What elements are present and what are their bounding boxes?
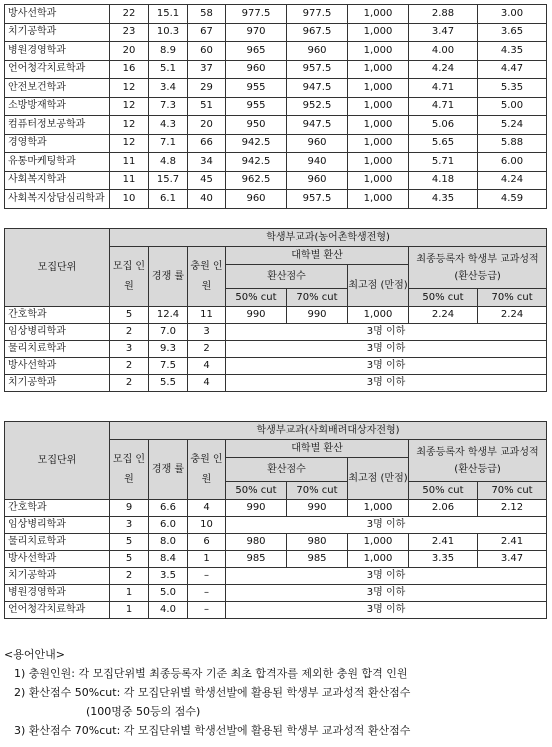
g70-cell: 2.24 [478, 307, 547, 324]
table-row [5, 602, 547, 619]
unit-cell: 언어청각치료학과 [5, 602, 110, 619]
header-extra: 충원 인원 [188, 440, 226, 500]
unit-cell: 방사선학과 [5, 5, 110, 24]
table-row [5, 341, 547, 358]
g70-cell: 2.12 [478, 500, 547, 517]
note-item: 3) 환산점수 70%cut: 각 모집단위별 학생선발에 활용된 학생부 교과성적 환산점수 [14, 724, 411, 737]
header-conv-score: 환산점수 [226, 458, 348, 482]
cut50-cell: 960 [226, 60, 287, 79]
cut70-cell: 960 [287, 134, 348, 153]
admission-table-continued [4, 4, 547, 209]
table3-body [5, 500, 547, 619]
cut50-cell: 950 [226, 116, 287, 135]
header-quota: 모집 인원 [110, 247, 149, 307]
table-row [5, 324, 547, 341]
extra-cell: 45 [188, 171, 226, 190]
grade70-cell: 4.35 [478, 42, 547, 61]
note-cell: 3명 이하 [226, 585, 547, 602]
note-cell: 3명 이하 [226, 517, 547, 534]
quota-cell: 2 [110, 324, 149, 341]
cut70-cell: 957.5 [287, 190, 348, 209]
unit-cell: 경영학과 [5, 134, 110, 153]
g50-cell: 2.41 [409, 534, 478, 551]
rate-cell: 12.4 [149, 307, 188, 324]
header-rate: 경쟁 률 [149, 440, 188, 500]
cut50-cell: 962.5 [226, 171, 287, 190]
cut50-cell: 955 [226, 79, 287, 98]
cut50-cell: 942.5 [226, 134, 287, 153]
table2-title: 학생부교과(농어촌학생전형) [110, 229, 547, 247]
cut70-cell: 940 [287, 153, 348, 172]
header-grade70: 70% cut [478, 482, 547, 500]
rural-student-table [4, 228, 547, 392]
rate-cell: 10.3 [149, 23, 188, 42]
header-final: 최종등록자 학생부 교과성적 (환산등급) [409, 440, 547, 482]
header-grade50: 50% cut [409, 482, 478, 500]
note-cell: 3명 이하 [226, 341, 547, 358]
quota-cell: 3 [110, 341, 149, 358]
quota-cell: 10 [110, 190, 149, 209]
header-quota: 모집 인원 [110, 440, 149, 500]
grade50-cell: 5.71 [409, 153, 478, 172]
c50-cell: 990 [226, 307, 287, 324]
quota-cell: 5 [110, 307, 149, 324]
cut70-cell: 947.5 [287, 79, 348, 98]
cut50-cell: 970 [226, 23, 287, 42]
unit-cell: 병원경영학과 [5, 42, 110, 61]
grade70-cell: 3.00 [478, 5, 547, 24]
c70-cell: 985 [287, 551, 348, 568]
quota-cell: 1 [110, 585, 149, 602]
cut70-cell: 957.5 [287, 60, 348, 79]
max-cell: 1,000 [348, 153, 409, 172]
extra-cell: 20 [188, 116, 226, 135]
note-item: (100명중 50등의 점수) [86, 705, 201, 718]
max-cell: 1,000 [348, 5, 409, 24]
extra-cell: 1 [188, 551, 226, 568]
extra-cell: 11 [188, 307, 226, 324]
table1-body [5, 5, 547, 209]
header-conv-score: 환산점수 [226, 265, 348, 289]
grade50-cell: 2.88 [409, 5, 478, 24]
cut70-cell: 967.5 [287, 23, 348, 42]
c70-cell: 980 [287, 534, 348, 551]
rate-cell: 3.5 [149, 568, 188, 585]
g50-cell: 2.24 [409, 307, 478, 324]
cut50-cell: 955 [226, 97, 287, 116]
quota-cell: 2 [110, 358, 149, 375]
c70-cell: 990 [287, 307, 348, 324]
header-cut50: 50% cut [226, 482, 287, 500]
extra-cell: – [188, 602, 226, 619]
table-row [5, 5, 547, 24]
rate-cell: 7.0 [149, 324, 188, 341]
table-row [5, 79, 547, 98]
quota-cell: 16 [110, 60, 149, 79]
max-cell: 1,000 [348, 42, 409, 61]
unit-cell: 병원경영학과 [5, 585, 110, 602]
max-cell: 1,000 [348, 23, 409, 42]
quota-cell: 5 [110, 551, 149, 568]
cut70-cell: 960 [287, 171, 348, 190]
table-row [5, 60, 547, 79]
table3-title: 학생부교과(사회배려대상자전형) [110, 422, 547, 440]
rate-cell: 5.5 [149, 375, 188, 392]
grade50-cell: 4.00 [409, 42, 478, 61]
unit-cell: 물리치료학과 [5, 534, 110, 551]
grade70-cell: 4.24 [478, 171, 547, 190]
header-grade50: 50% cut [409, 289, 478, 307]
table-row [5, 116, 547, 135]
rate-cell: 5.1 [149, 60, 188, 79]
cut50-cell: 960 [226, 190, 287, 209]
extra-cell: 4 [188, 500, 226, 517]
c70-cell: 990 [287, 500, 348, 517]
header-extra: 충원 인원 [188, 247, 226, 307]
extra-cell: 10 [188, 517, 226, 534]
quota-cell: 11 [110, 153, 149, 172]
g70-cell: 2.41 [478, 534, 547, 551]
table2-body [5, 307, 547, 392]
table-row [5, 551, 547, 568]
rate-cell: 3.4 [149, 79, 188, 98]
extra-cell: 58 [188, 5, 226, 24]
quota-cell: 12 [110, 79, 149, 98]
table-row [5, 307, 547, 324]
max-cell: 1,000 [348, 551, 409, 568]
grade70-cell: 6.00 [478, 153, 547, 172]
rate-cell: 4.3 [149, 116, 188, 135]
max-cell: 1,000 [348, 171, 409, 190]
unit-cell: 간호학과 [5, 500, 110, 517]
rate-cell: 8.4 [149, 551, 188, 568]
extra-cell: 37 [188, 60, 226, 79]
max-cell: 1,000 [348, 97, 409, 116]
unit-cell: 컴퓨터정보공학과 [5, 116, 110, 135]
g50-cell: 3.35 [409, 551, 478, 568]
table-row [5, 500, 547, 517]
table-row [5, 568, 547, 585]
notes-heading: <용어안내> [4, 648, 65, 661]
extra-cell: 4 [188, 375, 226, 392]
table-row [5, 534, 547, 551]
rate-cell: 6.1 [149, 190, 188, 209]
grade70-cell: 5.88 [478, 134, 547, 153]
grade50-cell: 4.71 [409, 97, 478, 116]
header-cut70: 70% cut [287, 289, 348, 307]
grade50-cell: 4.35 [409, 190, 478, 209]
c50-cell: 990 [226, 500, 287, 517]
note-item: 1) 충원인원: 각 모집단위별 최종등록자 기준 최초 합격자를 제외한 충원 합격 인원 [14, 667, 408, 680]
extra-cell: – [188, 568, 226, 585]
grade50-cell: 4.24 [409, 60, 478, 79]
rate-cell: 15.1 [149, 5, 188, 24]
quota-cell: 12 [110, 134, 149, 153]
extra-cell: 3 [188, 324, 226, 341]
cut70-cell: 960 [287, 42, 348, 61]
extra-cell: 6 [188, 534, 226, 551]
cut70-cell: 947.5 [287, 116, 348, 135]
rate-cell: 5.0 [149, 585, 188, 602]
quota-cell: 1 [110, 602, 149, 619]
extra-cell: – [188, 585, 226, 602]
unit-cell: 치기공학과 [5, 568, 110, 585]
rate-cell: 4.0 [149, 602, 188, 619]
extra-cell: 60 [188, 42, 226, 61]
grade50-cell: 5.06 [409, 116, 478, 135]
grade70-cell: 5.00 [478, 97, 547, 116]
unit-cell: 언어청각치료학과 [5, 60, 110, 79]
grade70-cell: 5.35 [478, 79, 547, 98]
unit-cell: 사회복지상담심리학과 [5, 190, 110, 209]
quota-cell: 2 [110, 375, 149, 392]
header-max: 최고점 (만점) [348, 265, 409, 307]
quota-cell: 3 [110, 517, 149, 534]
quota-cell: 22 [110, 5, 149, 24]
header-univ-conv: 대학별 환산 [226, 440, 409, 458]
grade50-cell: 4.18 [409, 171, 478, 190]
quota-cell: 12 [110, 116, 149, 135]
rate-cell: 8.9 [149, 42, 188, 61]
g50-cell: 2.06 [409, 500, 478, 517]
table-row [5, 358, 547, 375]
unit-cell: 임상병리학과 [5, 324, 110, 341]
max-cell: 1,000 [348, 134, 409, 153]
extra-cell: 67 [188, 23, 226, 42]
unit-cell: 방사선학과 [5, 551, 110, 568]
extra-cell: 2 [188, 341, 226, 358]
note-cell: 3명 이하 [226, 602, 547, 619]
grade50-cell: 4.71 [409, 79, 478, 98]
g70-cell: 3.47 [478, 551, 547, 568]
rate-cell: 8.0 [149, 534, 188, 551]
unit-cell: 치기공학과 [5, 23, 110, 42]
note-cell: 3명 이하 [226, 375, 547, 392]
header-rate: 경쟁 률 [149, 247, 188, 307]
unit-cell: 간호학과 [5, 307, 110, 324]
table-row [5, 190, 547, 209]
max-cell: 1,000 [348, 116, 409, 135]
cut50-cell: 977.5 [226, 5, 287, 24]
terminology-notes [4, 645, 544, 740]
rate-cell: 9.3 [149, 341, 188, 358]
grade70-cell: 3.65 [478, 23, 547, 42]
extra-cell: 40 [188, 190, 226, 209]
note-cell: 3명 이하 [226, 358, 547, 375]
quota-cell: 23 [110, 23, 149, 42]
quota-cell: 20 [110, 42, 149, 61]
unit-cell: 사회복지학과 [5, 171, 110, 190]
note-cell: 3명 이하 [226, 568, 547, 585]
cut50-cell: 965 [226, 42, 287, 61]
social-care-table [4, 421, 547, 619]
quota-cell: 9 [110, 500, 149, 517]
rate-cell: 7.1 [149, 134, 188, 153]
note-item: 2) 환산점수 50%cut: 각 모집단위별 학생선발에 활용된 학생부 교과성적 환산점수 [14, 686, 411, 699]
grade50-cell: 5.65 [409, 134, 478, 153]
quota-cell: 12 [110, 97, 149, 116]
cut70-cell: 952.5 [287, 97, 348, 116]
unit-cell: 유통마케팅학과 [5, 153, 110, 172]
rate-cell: 15.7 [149, 171, 188, 190]
unit-cell: 치기공학과 [5, 375, 110, 392]
rate-cell: 6.0 [149, 517, 188, 534]
rate-cell: 7.5 [149, 358, 188, 375]
rate-cell: 7.3 [149, 97, 188, 116]
header-max: 최고점 (만점) [348, 458, 409, 500]
quota-cell: 5 [110, 534, 149, 551]
grade70-cell: 4.47 [478, 60, 547, 79]
unit-cell: 물리치료학과 [5, 341, 110, 358]
max-cell: 1,000 [348, 307, 409, 324]
unit-cell: 소방방재학과 [5, 97, 110, 116]
header-cut50: 50% cut [226, 289, 287, 307]
header-unit: 모집단위 [5, 422, 110, 500]
extra-cell: 29 [188, 79, 226, 98]
extra-cell: 51 [188, 97, 226, 116]
quota-cell: 11 [110, 171, 149, 190]
max-cell: 1,000 [348, 79, 409, 98]
quota-cell: 2 [110, 568, 149, 585]
extra-cell: 34 [188, 153, 226, 172]
max-cell: 1,000 [348, 190, 409, 209]
table-row [5, 134, 547, 153]
table-row [5, 171, 547, 190]
table-row [5, 42, 547, 61]
table-row [5, 23, 547, 42]
max-cell: 1,000 [348, 60, 409, 79]
extra-cell: 4 [188, 358, 226, 375]
unit-cell: 임상병리학과 [5, 517, 110, 534]
grade50-cell: 3.47 [409, 23, 478, 42]
header-final: 최종등록자 학생부 교과성적 (환산등급) [409, 247, 547, 289]
cut50-cell: 942.5 [226, 153, 287, 172]
unit-cell: 방사선학과 [5, 358, 110, 375]
extra-cell: 66 [188, 134, 226, 153]
cut70-cell: 977.5 [287, 5, 348, 24]
note-cell: 3명 이하 [226, 324, 547, 341]
unit-cell: 안전보건학과 [5, 79, 110, 98]
grade70-cell: 4.59 [478, 190, 547, 209]
table-row [5, 97, 547, 116]
rate-cell: 4.8 [149, 153, 188, 172]
table-row [5, 517, 547, 534]
header-univ-conv: 대학별 환산 [226, 247, 409, 265]
rate-cell: 6.6 [149, 500, 188, 517]
header-unit: 모집단위 [5, 229, 110, 307]
grade70-cell: 5.24 [478, 116, 547, 135]
header-cut70: 70% cut [287, 482, 348, 500]
table-row [5, 585, 547, 602]
c50-cell: 985 [226, 551, 287, 568]
c50-cell: 980 [226, 534, 287, 551]
max-cell: 1,000 [348, 534, 409, 551]
max-cell: 1,000 [348, 500, 409, 517]
header-grade70: 70% cut [478, 289, 547, 307]
table-row [5, 375, 547, 392]
table-row [5, 153, 547, 172]
